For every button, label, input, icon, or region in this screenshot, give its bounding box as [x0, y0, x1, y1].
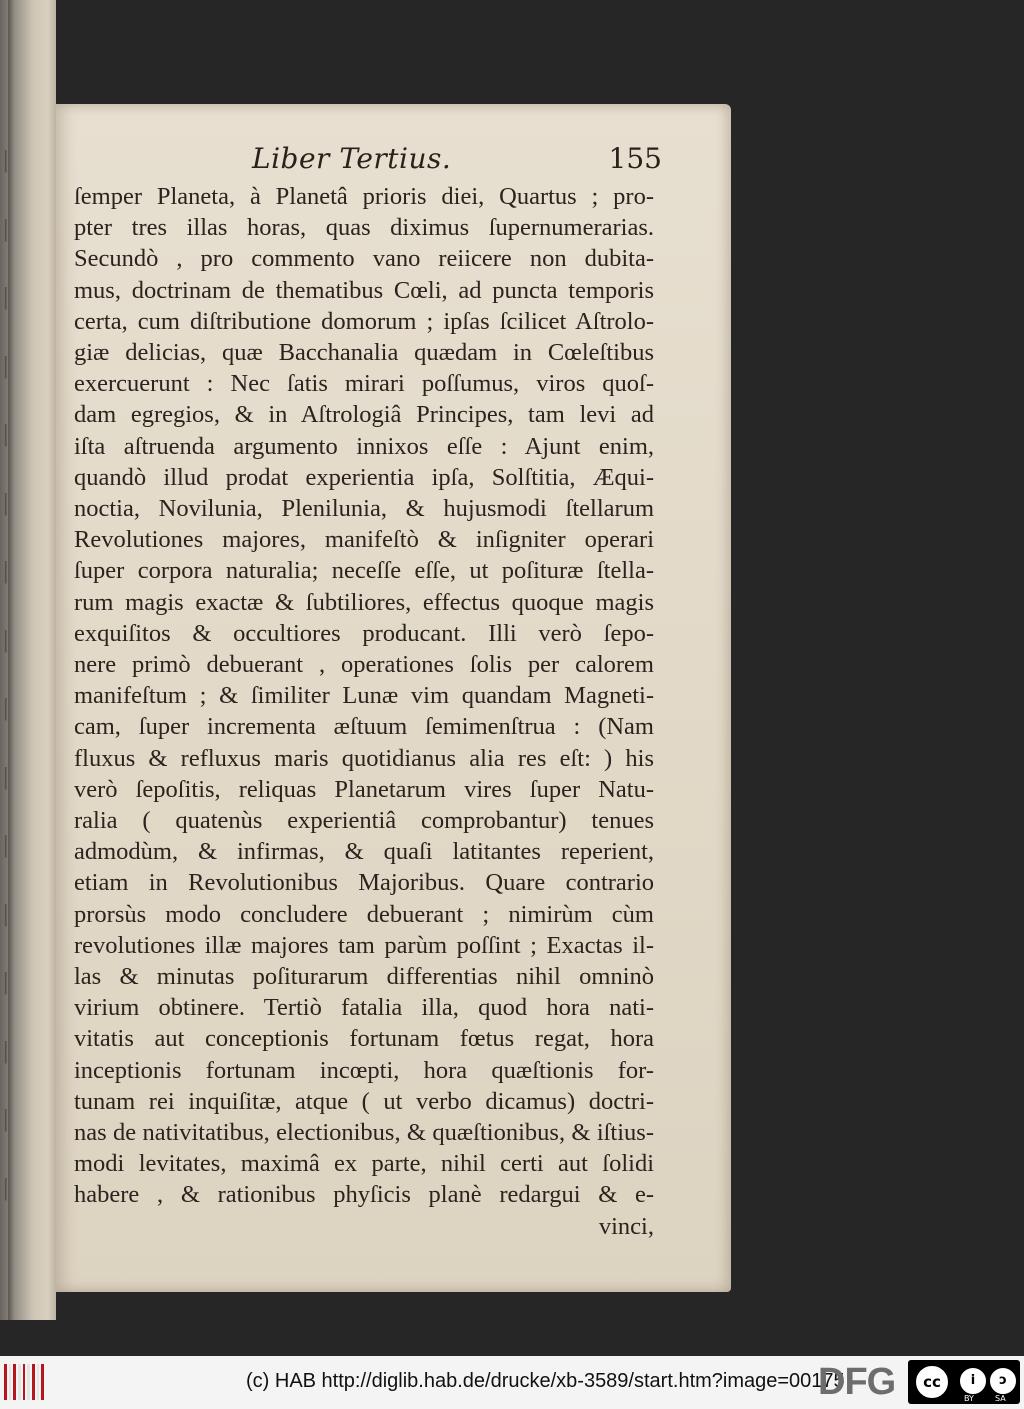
book-spine	[0, 0, 56, 1320]
text-line: prorsùs modo concludere debuerant ; nimirùm cùm	[74, 900, 654, 928]
viewer-footer	[0, 1356, 1024, 1409]
text-line: rum magis exactæ & ſubtiliores, effectus quoque magis	[74, 588, 654, 616]
text-line: quandò illud prodat experientia ipſa, Solſtitia, Æqui-	[74, 463, 654, 491]
cc-icon: cc	[914, 1364, 950, 1400]
text-line: inceptionis fortunam incœpti, hora quæſtionis for-	[74, 1056, 654, 1084]
text-line: Revolutiones majores, manifeſtò & inſigniter operari	[74, 526, 654, 554]
text-line: revolutiones illæ majores tam parùm poſſint ; Exactas il-	[74, 931, 654, 959]
text-line: fluxus & refluxus maris quotidianus alia res eſt: ) his	[74, 744, 654, 772]
running-title: Liber Tertius.	[252, 142, 452, 175]
text-line: nas de nativitatibus, electionibus, & quæſtionibus, & iſtius-	[74, 1119, 654, 1146]
hab-logo-icon	[4, 1364, 44, 1400]
text-line: pter tres illas horas, quas diximus ſupernumerarias.	[74, 214, 654, 242]
text-line: exquiſitos & occultiores producant. Illi verò ſepo-	[74, 619, 654, 647]
text-line: tunam rei inquiſitæ, atque ( ut verbo dicamus) doctri-	[74, 1087, 654, 1115]
text-line: nere primò debuerant , operationes ſolis per calorem	[74, 651, 654, 678]
text-line: modi levitates, maximâ ex parte, nihil certi aut ſolidi	[74, 1150, 654, 1178]
text-line: habere , & rationibus phyſicis planè redargui & e-	[74, 1181, 654, 1209]
facing-page-edge-marks: | | | | | | | | | | | | | | | |	[2, 148, 10, 1201]
text-line: virium obtinere. Tertiò fatalia illa, quod hora nati-	[74, 994, 654, 1022]
text-line: etiam in Revolutionibus Majoribus. Quare contrario	[74, 869, 654, 897]
text-line: iſta aſtruenda argumento innixos eſſe : Ajunt enim,	[74, 432, 654, 460]
cc-license-badge[interactable]	[908, 1360, 1020, 1404]
text-line: verò ſepoſitis, reliquas Planetarum vires ſuper Natu-	[74, 775, 654, 803]
text-line: las & minutas poſiturarum differentias nihil omninò	[74, 963, 654, 990]
text-line: exercuerunt : Nec ſatis mirari poſſumus, viros quoſ-	[74, 370, 654, 398]
text-line: ralia ( quatenùs experientiâ comprobantur) tenues	[74, 807, 654, 834]
by-caption: BY	[964, 1394, 974, 1403]
text-line: mus, doctrinam de thematibus Cœli, ad puncta temporis	[74, 276, 654, 304]
text-line: dam egregios, & in Aſtrologiâ Principes, tam levi ad	[74, 401, 654, 429]
page-header	[252, 142, 662, 182]
copyright-link[interactable]: (c) HAB http://diglib.hab.de/drucke/xb-3589/start.htm?image=00175	[246, 1370, 845, 1392]
body-text	[74, 182, 654, 1262]
text-line: admodùm, & infirmas, & quaſi latitantes reperient,	[74, 838, 654, 866]
text-line: Secundò , pro commento vano reiicere non dubita-	[74, 245, 654, 273]
text-line: noctia, Novilunia, Plenilunia, & hujusmodi ſtellarum	[74, 495, 654, 522]
catchword: vinci,	[598, 1212, 654, 1240]
text-line: vitatis aut conceptionis fortunam fœtus regat, hora	[74, 1025, 654, 1053]
text-line: ſemper Planeta, à Planetâ prioris diei, Quartus ; pro-	[74, 183, 654, 210]
text-line: manifeſtum ; & ſimiliter Lunæ vim quandam Magneti-	[74, 682, 654, 710]
text-line: ſuper corpora naturalia; neceſſe eſſe, ut poſituræ ſtella-	[74, 557, 654, 585]
sa-caption: SA	[995, 1394, 1006, 1403]
by-attribution-icon: i	[958, 1366, 988, 1396]
text-line: certa, cum diſtributione domorum ; ipſas ſcilicet Aſtrolo-	[74, 307, 654, 335]
dfg-logo: DFG	[818, 1361, 896, 1403]
text-line: cam, ſuper incrementa æſtuum ſemimenſtrua : (Nam	[74, 713, 654, 741]
page-number: 155	[608, 142, 662, 175]
book-page	[56, 104, 731, 1292]
share-alike-icon: ↄ	[988, 1366, 1018, 1396]
text-line: giæ delicias, quæ Bacchanalia quædam in Cœleſtibus	[74, 339, 654, 366]
